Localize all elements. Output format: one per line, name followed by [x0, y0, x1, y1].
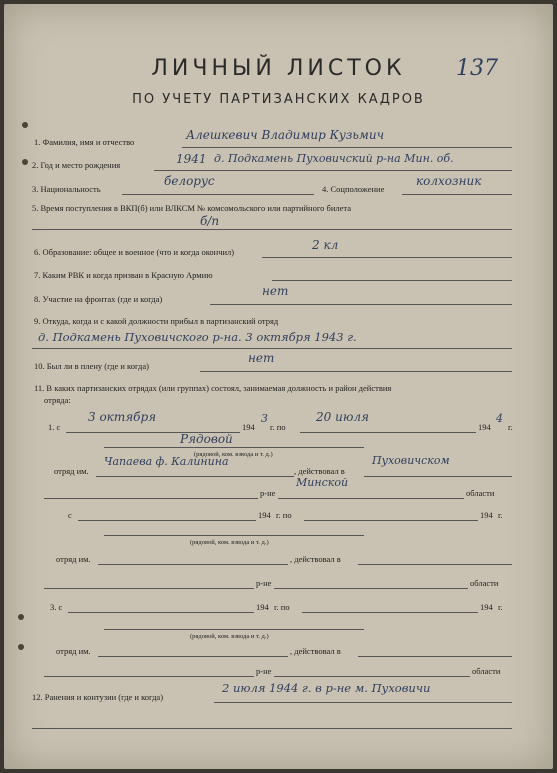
- page-title: ЛИЧНЫЙ ЛИСТОК: [151, 56, 406, 81]
- label-arrived: 9. Откуда, когда и с какой должности прибыл в партизанский отряд: [34, 316, 279, 326]
- value-social: колхозник: [416, 174, 482, 188]
- label-name: 1. Фамилия, имя и отчество: [34, 137, 135, 147]
- label-wounds: 12. Ранения и контузии (где и когда): [32, 692, 164, 702]
- value-region1: Минской: [296, 476, 349, 489]
- label-social: 4. Соцположение: [322, 184, 385, 194]
- value-name: Алешкевич Владимир Кузьмич: [186, 128, 385, 142]
- value-party: б/п: [200, 214, 220, 228]
- document-number: 137: [456, 56, 498, 81]
- value-district1: Пуховичском: [372, 454, 450, 467]
- label-birth: 2. Год и место рождения: [32, 160, 121, 170]
- value-captivity: нет: [248, 351, 275, 365]
- value-year-to1: 4: [496, 412, 503, 425]
- value-unit1: Чапаева ф. Калинина: [104, 455, 229, 468]
- punch-hole: [22, 159, 28, 165]
- label-party: 5. Время поступления в ВКП(б) или ВЛКСМ № комсомольского или партийного билета: [32, 203, 351, 213]
- value-wounds: 2 июля 1944 г. в р-не м. Пуховичи: [222, 681, 431, 695]
- value-nationality: белорус: [164, 174, 215, 188]
- value-birth-year: 1941: [176, 152, 207, 166]
- value-birth-place: д. Подкамень Пуховичский р-на Мин. об.: [214, 152, 454, 165]
- value-front: нет: [262, 284, 289, 298]
- label-army: 7. Каким РВК и когда призван в Красную Армию: [34, 270, 213, 280]
- label-nationality: 3. Национальность: [32, 184, 101, 194]
- label-front: 8. Участие на фронтах (где и когда): [34, 294, 163, 304]
- label-education: 6. Образование: общее и военное (что и когда окончил): [34, 247, 235, 257]
- value-year-from1: 3: [261, 412, 268, 425]
- document-sheet: ЛИЧНЫЙ ЛИСТОК ПО УЧЕТУ ПАРТИЗАНСКИХ КАДРОВ 137 1. Фамилия, имя и отчество Алешкевич Владимир Кузьмич 2. Год и место рождения 1941 д. Подкамень Пуховичский р-на Мин. об. 3. Национальность белорус 4. Соцположение колхозник 5. Время поступления в ВКП(б) или ВЛКСМ № комсомольского или партийного билета б/п 6. Образование: общее и военное (что и когда окончил) 2 кл 7. Каким РВК и когда призван в Красную Армию 8. Участие на фронтах (где и когда) нет 9. Откуда, когда и с какой должности прибыл в партизанский отряд д. Подкамень Пуховичского р-на. 3 октября 1943 г. 10. Был ли в плену (где и когда) нет 11. В каких партизанских отрядах (или группах) состоял, занимаемая должность и район действия отряда: 1. с 3 октября 194 3 г. по 20 июля 194 4 г. Рядовой (рядовой, ком. взвода и т. д.) отряд им. Чапаева ф. Калинина , действовал в Пуховичском Минской р-не области с 194 г. по 194 г. (рядовой, ком. взвода и т. д.) отряд им. , действовал в р-не области 3. с 194 г. по 194 г. (рядовой, ком. взвода и т. д.) отряд им. , действовал в р-не области 12. Ранения и контузии (где и когда) 2 июля 1944 г. в р-не м. Пуховичи: [4, 4, 553, 769]
- punch-hole: [18, 644, 24, 650]
- value-arrived: д. Подкамень Пуховичского р-на. 3 октября 1943 г.: [38, 330, 357, 344]
- value-position1: Рядовой: [180, 432, 233, 446]
- label-units: 11. В каких партизанских отрядах (или группах) состоял, занимаемая должность и район действия: [34, 383, 392, 393]
- punch-hole: [22, 122, 28, 128]
- value-education: 2 кл: [312, 238, 339, 252]
- value-to1: 20 июля: [316, 410, 369, 424]
- label-captivity: 10. Был ли в плену (где и когда): [34, 361, 149, 371]
- value-from1: 3 октября: [88, 410, 157, 424]
- label-units-cont: отряда:: [44, 395, 71, 405]
- punch-hole: [18, 614, 24, 620]
- page-subtitle: ПО УЧЕТУ ПАРТИЗАНСКИХ КАДРОВ: [132, 92, 425, 107]
